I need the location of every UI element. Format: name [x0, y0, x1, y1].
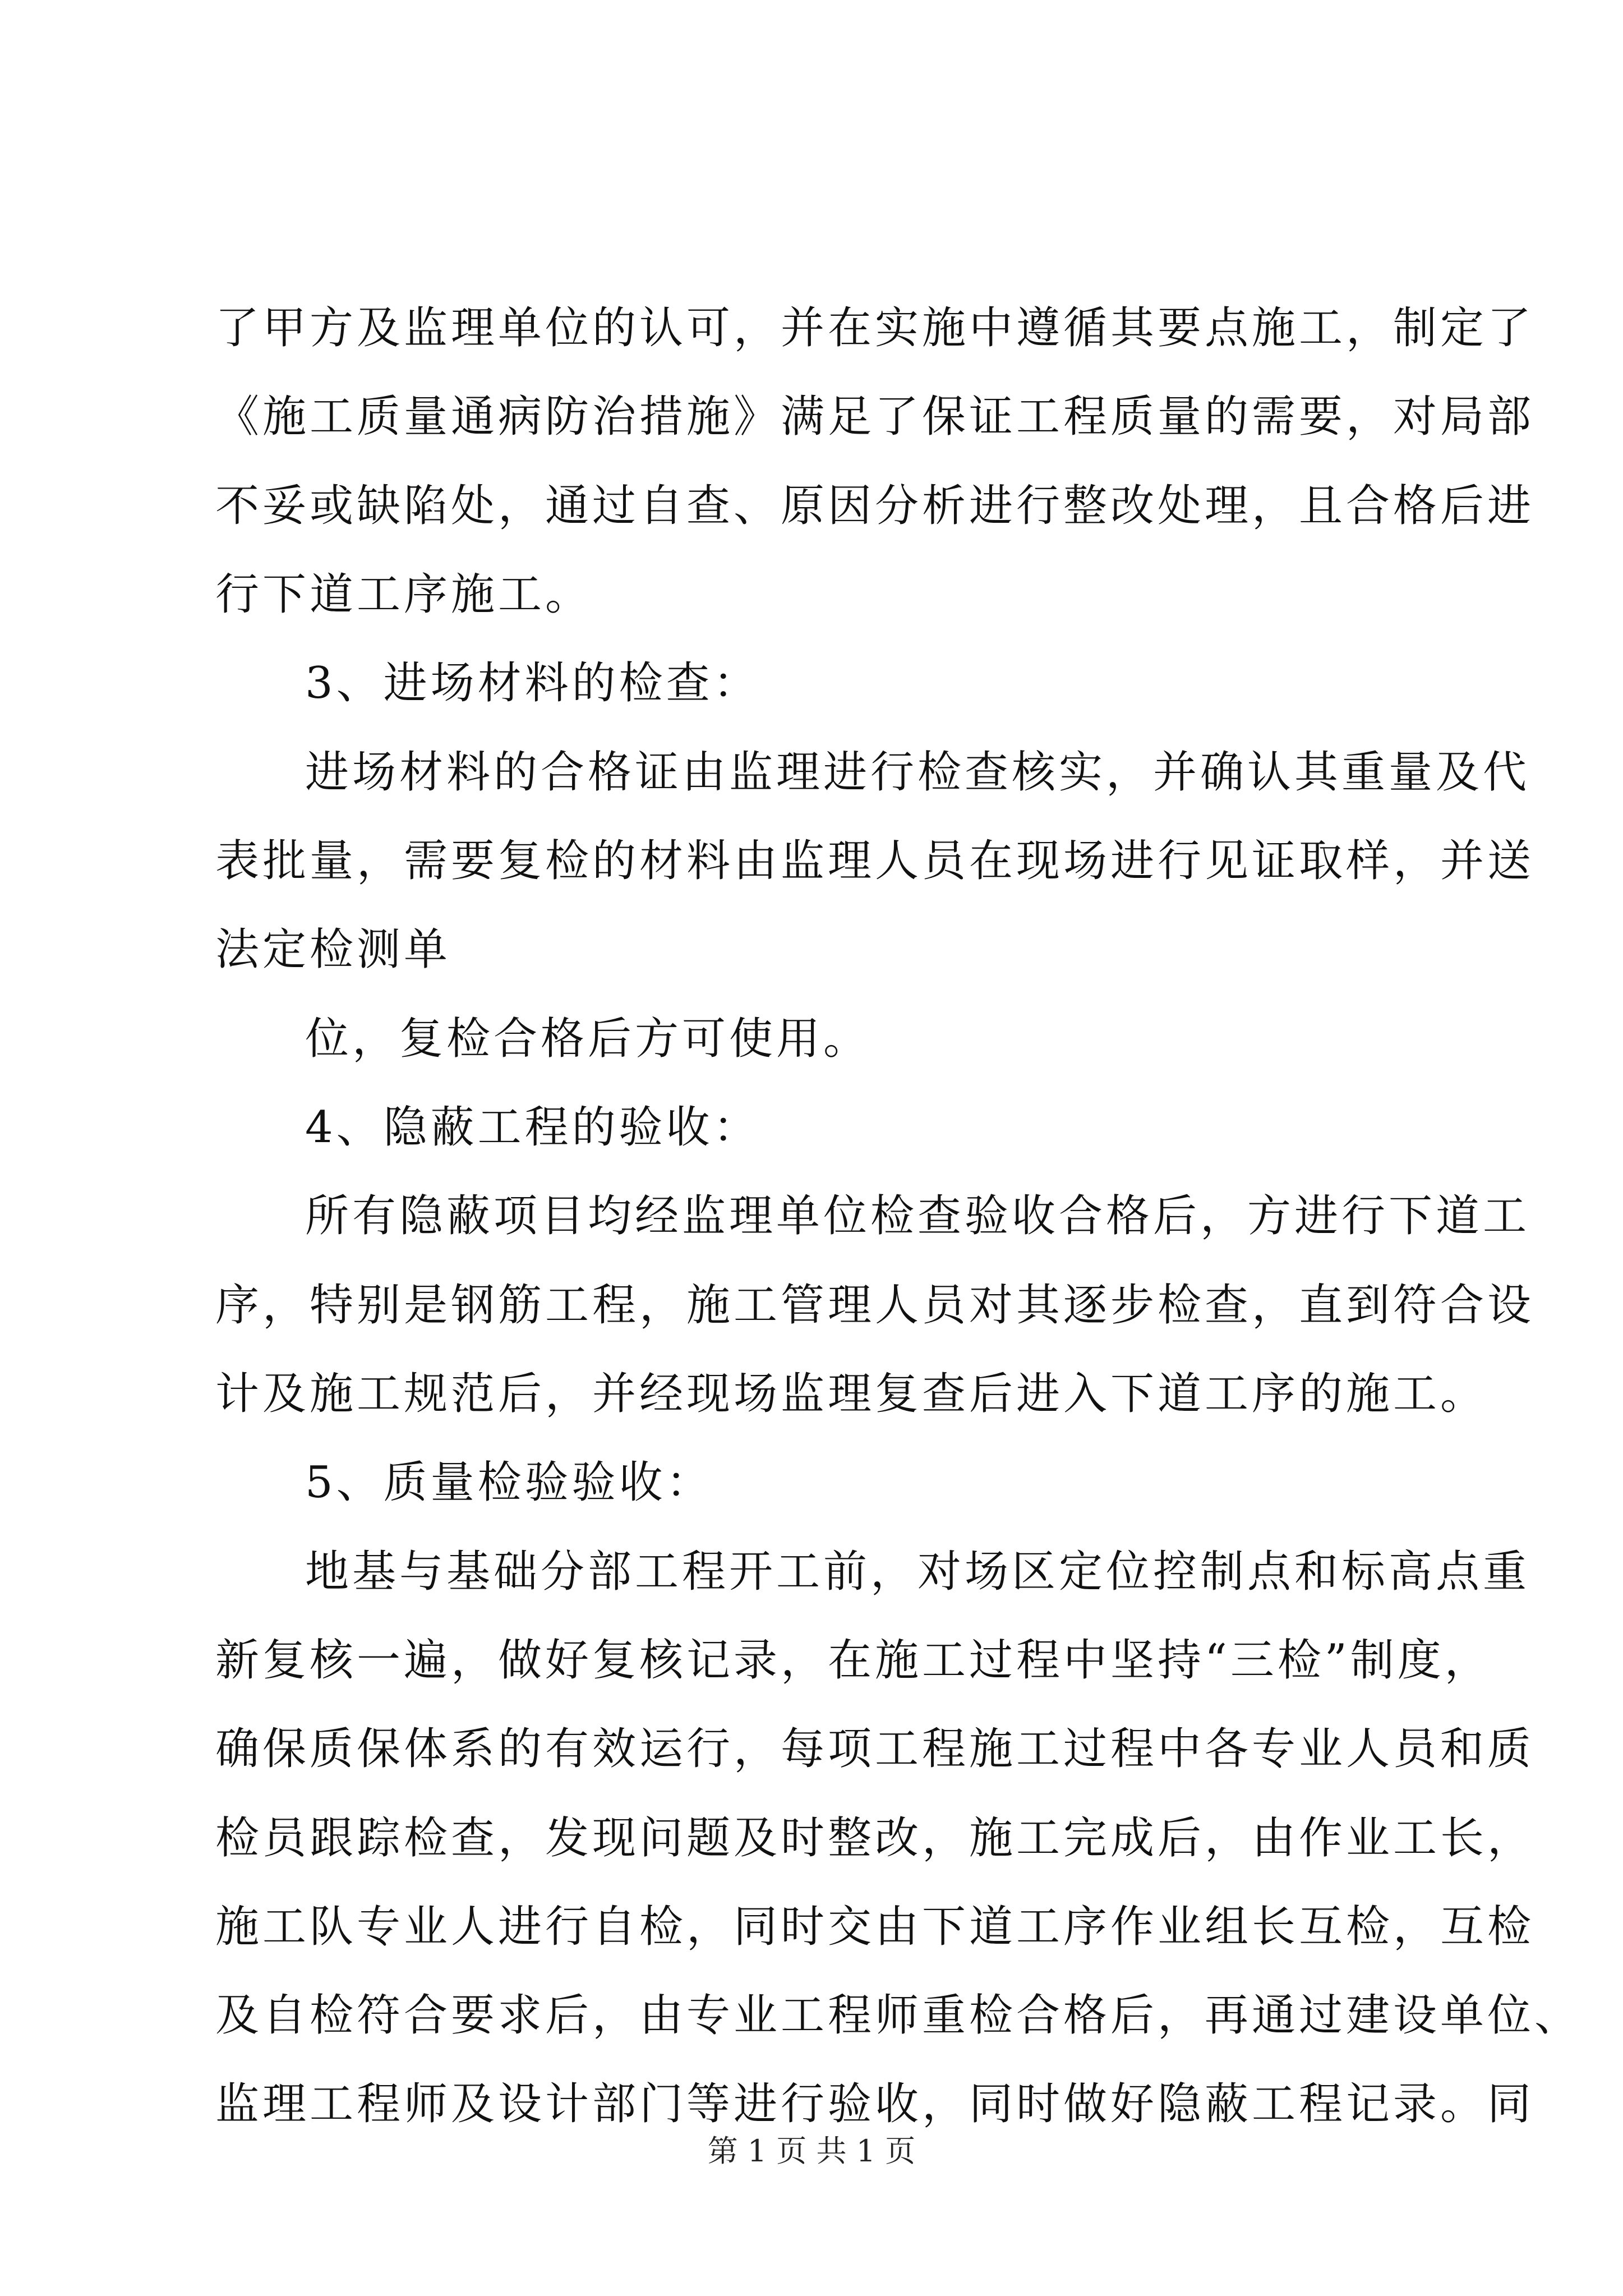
body-line: 计及施工规范后，并经现场监理复查后进入下道工序的施工。 — [215, 1369, 1488, 1419]
body-line: 《施工质量通病防治措施》满足了保证工程质量的需要，对局部 — [215, 392, 1535, 442]
section-heading: 3、进场材料的检查： — [305, 658, 760, 708]
body-line: 进场材料的合格证由监理进行检查核实，并确认其重量及代 — [305, 747, 1530, 798]
body-line: 确保质保体系的有效运行，每项工程施工过程中各专业人员和质 — [215, 1724, 1535, 1774]
page-footer: 第 1 页 共 1 页 — [707, 2133, 916, 2169]
body-line: 表批量，需要复检的材料由监理人员在现场进行见证取样，并送 — [215, 836, 1535, 886]
body-line: 了甲方及监理单位的认可，并在实施中遵循其要点施工，制定了 — [215, 303, 1535, 353]
body-line: 位，复检合格后方可使用。 — [305, 1014, 871, 1064]
body-line: 检员跟踪检查，发现问题及时整改，施工完成后，由作业工长， — [215, 1813, 1535, 1864]
body-line: 及自检符合要求后，由专业工程师重检合格后，再通过建设单位、 — [215, 1990, 1582, 2041]
body-line: 不妥或缺陷处，通过自查、原因分析进行整改处理，且合格后进 — [215, 481, 1535, 531]
body-line: 序，特别是钢筋工程，施工管理人员对其逐步检查，直到符合设 — [215, 1280, 1535, 1331]
body-line: 法定检测单 — [215, 924, 451, 975]
body-line: 施工队专业人进行自检，同时交由下道工序作业组长互检，互检 — [215, 1902, 1535, 1952]
body-line: 行下道工序施工。 — [215, 569, 593, 620]
body-line: 新复核一遍，做好复核记录，在施工过程中坚持“三检”制度， — [215, 1635, 1492, 1686]
section-heading: 4、隐蔽工程的验收： — [305, 1102, 760, 1153]
section-heading: 5、质量检验验收： — [305, 1457, 713, 1508]
body-line: 所有隐蔽项目均经监理单位检查验收合格后，方进行下道工 — [305, 1191, 1530, 1241]
body-line: 地基与基础分部工程开工前，对场区定位控制点和标高点重 — [305, 1547, 1530, 1597]
body-line: 监理工程师及设计部门等进行验收，同时做好隐蔽工程记录。同 — [215, 2079, 1535, 2129]
